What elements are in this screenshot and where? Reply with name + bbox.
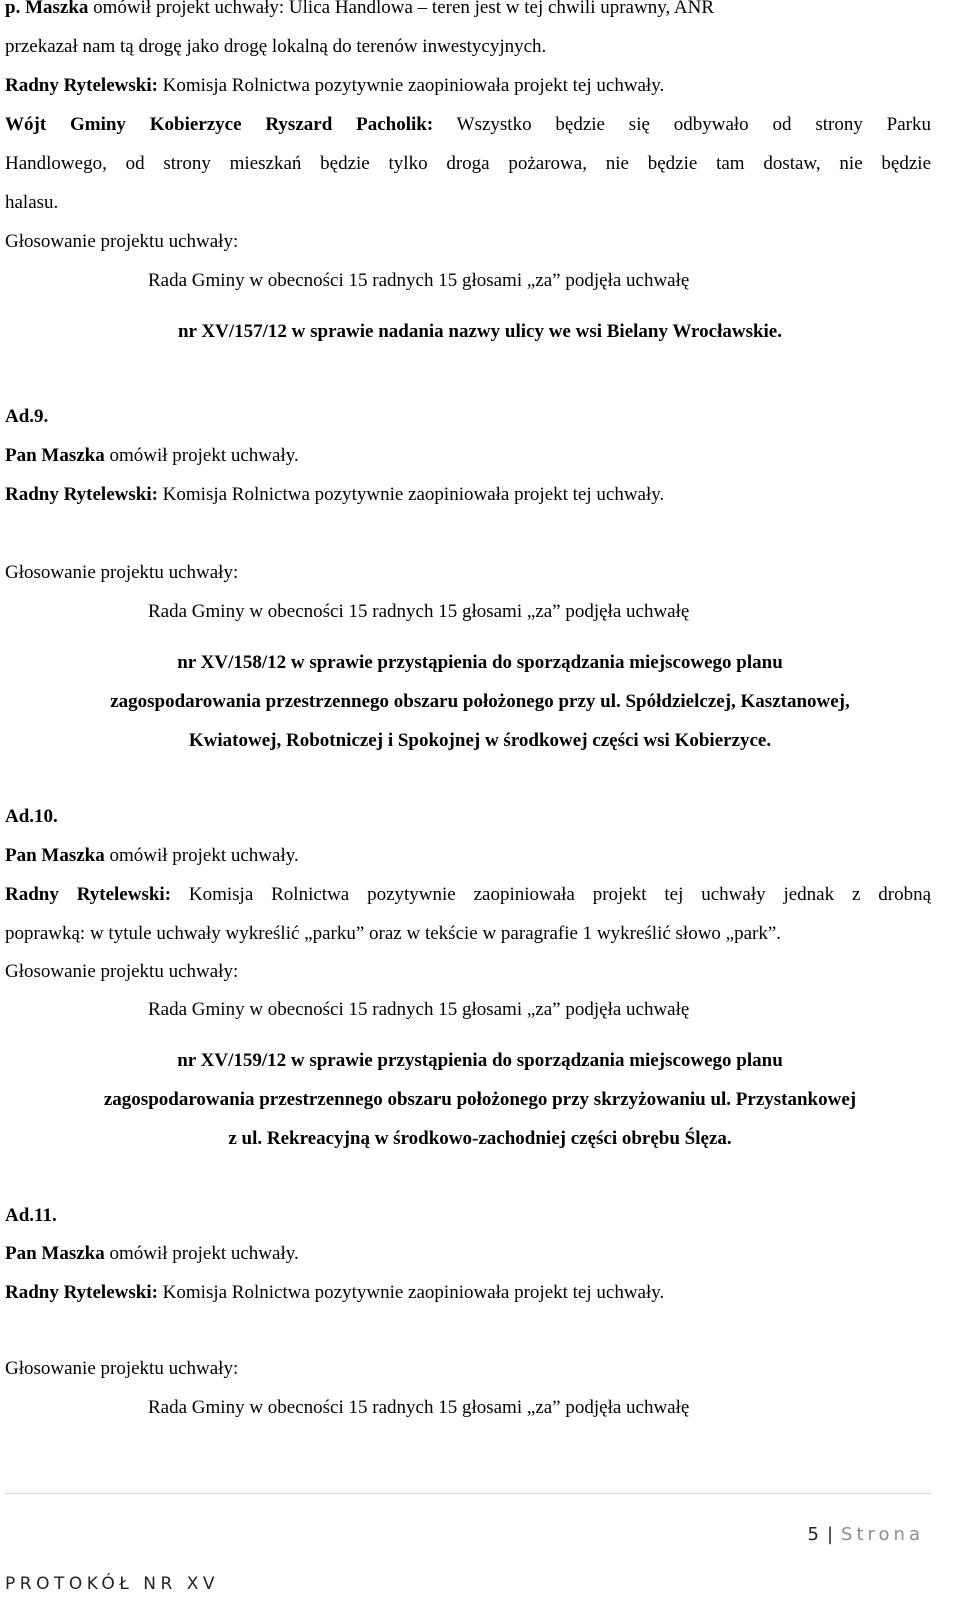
statement-text: Komisja Rolnictwa pozytywnie zaopiniowała projekt tej uchwały.	[157, 75, 665, 96]
speaker-name: Pan Maszka	[5, 845, 105, 866]
voting-label: Głosowanie projektu uchwały:	[5, 231, 239, 252]
speaker-name: p. Maszka	[5, 0, 89, 18]
statement-text: poprawką: w tytule uchwały wykreślić „parku” oraz w tekście w paragrafie 1 wykreślić słowo „park”.	[5, 923, 782, 944]
paragraph-line	[5, 444, 299, 468]
page-number-separator: |	[826, 1524, 834, 1545]
speaker-name: Wójt Gminy Kobierzyce Ryszard Pacholik:	[5, 114, 434, 135]
paragraph-line	[5, 483, 664, 507]
statement-text: Komisja Rolnictwa pozytywnie zaopiniowała projekt tej uchwały.	[157, 1282, 665, 1303]
paragraph-line	[5, 1242, 299, 1266]
speaker-name: Pan Maszka	[5, 1243, 105, 1264]
voting-label: Głosowanie projektu uchwały:	[5, 1358, 239, 1379]
paragraph-line	[5, 74, 664, 98]
paragraph-line	[5, 35, 546, 59]
speaker-name: Radny Rytelewski:	[5, 484, 158, 505]
speaker-name: Radny Rytelewski:	[5, 75, 158, 96]
statement-text: Handlowego, od strony mieszkań będzie tylko droga pożarowa, nie będzie tam dostaw, nie będzie	[5, 153, 931, 174]
statement-text: Komisja Rolnictwa pozytywnie zaopiniowała projekt tej uchwały jednak z drobną	[171, 884, 931, 905]
resolution-title: z ul. Rekreacyjną w środkowo-zachodniej części obrębu Ślęza.	[228, 1128, 732, 1149]
paragraph-line	[5, 152, 931, 176]
page-number-value: 5	[807, 1524, 819, 1545]
statement-text: przekazał nam tą drogę jako drogę lokalną do terenów inwestycyjnych.	[5, 36, 547, 57]
statement-text: halasu.	[5, 192, 59, 213]
paragraph-line	[5, 113, 931, 137]
statement-text: omówił projekt uchwały: Ulica Handlowa – teren jest w tej chwili uprawny, ANR	[88, 0, 715, 18]
vote-result: Rada Gminy w obecności 15 radnych 15 głosami „za” podjęła uchwałę	[148, 999, 690, 1020]
resolution-title: zagospodarowania przestrzennego obszaru położonego przy skrzyżowaniu ul. Przystankowej	[103, 1089, 857, 1110]
paragraph-line	[5, 191, 58, 215]
resolution-title: zagospodarowania przestrzennego obszaru położonego przy ul. Spółdzielczej, Kasztanowej,	[110, 691, 850, 712]
agenda-item-heading: Ad.11.	[5, 1205, 57, 1226]
statement-text: omówił projekt uchwały.	[104, 845, 299, 866]
footer-divider	[5, 1493, 931, 1494]
agenda-item-heading: Ad.10.	[5, 806, 58, 827]
voting-label: Głosowanie projektu uchwały:	[5, 961, 239, 982]
speaker-name: Radny Rytelewski:	[5, 1282, 158, 1303]
paragraph-line	[5, 883, 931, 907]
speaker-name: Radny Rytelewski:	[5, 884, 172, 905]
page-word: Strona	[841, 1524, 924, 1545]
vote-result: Rada Gminy w obecności 15 radnych 15 głosami „za” podjęła uchwałę	[148, 601, 690, 622]
resolution-title: Kwiatowej, Robotniczej i Spokojnej w środkowej części wsi Kobierzyce.	[188, 730, 772, 751]
protocol-label: PROTOKÓŁ NR XV	[5, 1574, 219, 1594]
page-number	[808, 1524, 924, 1545]
voting-label: Głosowanie projektu uchwały:	[5, 562, 239, 583]
paragraph-line	[5, 0, 714, 20]
agenda-item-heading: Ad.9.	[5, 406, 49, 427]
paragraph-line	[5, 922, 781, 946]
speaker-name: Pan Maszka	[5, 445, 105, 466]
resolution-title: nr XV/159/12 w sprawie przystąpienia do sporządzania miejscowego planu	[177, 1050, 783, 1071]
statement-text: omówił projekt uchwały.	[104, 445, 299, 466]
statement-text: Wszystko będzie się odbywało od strony Parku	[433, 114, 931, 135]
statement-text: omówił projekt uchwały.	[104, 1243, 299, 1264]
vote-result: Rada Gminy w obecności 15 radnych 15 głosami „za” podjęła uchwałę	[148, 1397, 690, 1418]
vote-result: Rada Gminy w obecności 15 radnych 15 głosami „za” podjęła uchwałę	[148, 270, 690, 291]
paragraph-line	[5, 1281, 664, 1305]
resolution-title: nr XV/158/12 w sprawie przystąpienia do sporządzania miejscowego planu	[177, 652, 783, 673]
resolution-title: nr XV/157/12 w sprawie nadania nazwy ulicy we wsi Bielany Wrocławskie.	[177, 321, 782, 342]
paragraph-line	[5, 844, 299, 868]
statement-text: Komisja Rolnictwa pozytywnie zaopiniowała projekt tej uchwały.	[157, 484, 665, 505]
